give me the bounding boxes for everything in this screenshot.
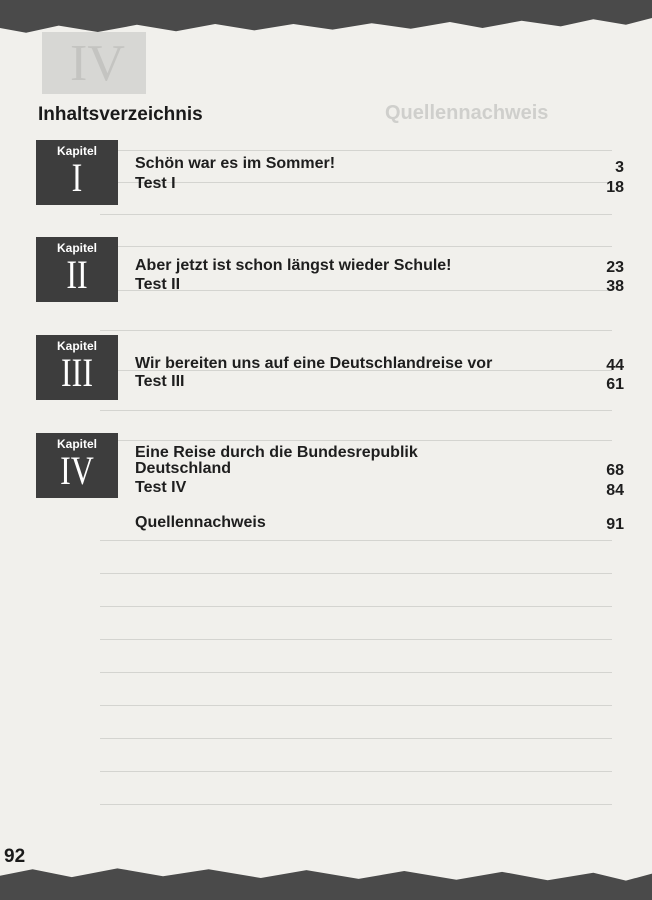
test-1-page: 18: [606, 179, 624, 196]
chapter-badge-label: Kapitel: [56, 144, 97, 158]
sources-title: Quellennachweis: [135, 514, 266, 531]
chapter-badge-4: [36, 433, 118, 498]
chapter-badge-label: Kapitel: [56, 339, 97, 353]
ghost-rule: [100, 705, 612, 706]
test-4-page: 84: [606, 482, 624, 499]
ghost-rule: [100, 639, 612, 640]
chapter-numeral: I: [71, 155, 83, 200]
ghost-rule: [100, 606, 612, 607]
ghost-heading: Quellennachweis: [385, 102, 549, 124]
ghost-rule: [100, 410, 612, 411]
chapter-4-title-line2: Deutschland: [135, 460, 232, 477]
ghost-rule: [100, 738, 612, 739]
chapter-numeral: II: [66, 252, 88, 297]
chapter-2-title: Aber jetzt ist schon längst wieder Schule!: [135, 257, 452, 274]
test-3-page: 61: [606, 376, 624, 393]
ghost-rule: [100, 150, 612, 151]
ghost-rule: [100, 804, 612, 805]
test-2-title: Test II: [135, 276, 181, 293]
chapter-badge-1: [36, 140, 118, 205]
page-number: 92: [4, 846, 26, 867]
ghost-rule: [100, 330, 612, 331]
test-4-title: Test IV: [135, 479, 187, 496]
chapter-numeral: IV: [60, 448, 94, 493]
chapter-badge-label: Kapitel: [56, 437, 97, 451]
toc-title: Inhaltsverzeichnis: [38, 104, 203, 125]
ghost-rule: [100, 182, 612, 183]
chapter-3-page: 44: [606, 357, 624, 374]
ghost-chapter-numeral: IV: [70, 35, 125, 92]
test-2-page: 38: [606, 278, 624, 295]
chapter-numeral: III: [61, 350, 93, 395]
sources-page: 91: [606, 516, 624, 533]
torn-bottom-edge: [0, 856, 652, 900]
ghost-rule: [100, 573, 612, 574]
ghost-rule: [100, 440, 612, 441]
ghost-rule: [100, 540, 612, 541]
test-3-title: Test III: [135, 373, 185, 390]
chapter-badge-3: [36, 335, 118, 400]
chapter-badge-2: [36, 237, 118, 302]
ghost-rule: [100, 771, 612, 772]
ghost-rule: [100, 672, 612, 673]
chapter-3-title: Wir bereiten uns auf eine Deutschlandreise vor: [135, 355, 493, 372]
chapter-4-title-line1: Eine Reise durch die Bundesrepublik: [135, 444, 418, 461]
chapter-2-page: 23: [606, 259, 624, 276]
chapter-1-page: 3: [615, 159, 624, 176]
chapter-badge-label: Kapitel: [56, 241, 97, 255]
chapter-4-page: 68: [606, 462, 624, 479]
ghost-rule: [100, 214, 612, 215]
chapter-1-title: Schön war es im Sommer!: [135, 155, 336, 172]
test-1-title: Test I: [135, 175, 176, 192]
ghost-rule: [100, 246, 612, 247]
